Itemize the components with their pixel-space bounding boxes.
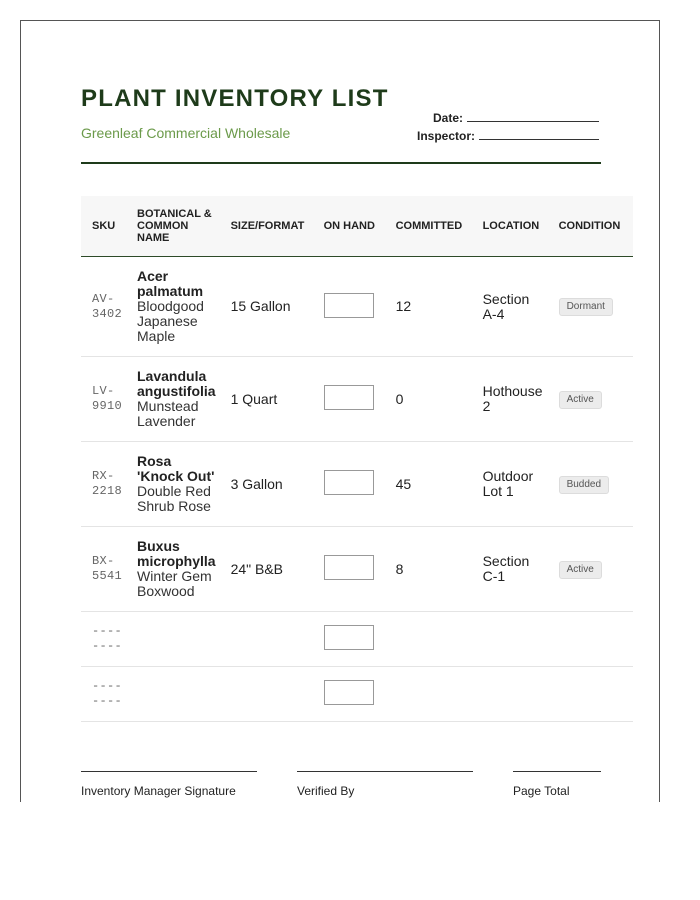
blank-row xyxy=(81,612,633,667)
blank-row xyxy=(81,667,633,722)
manager-signature-block xyxy=(81,771,257,798)
location-cell: Section A-4 xyxy=(472,257,548,357)
on-hand-input[interactable] xyxy=(324,293,374,318)
verified-by-block xyxy=(297,771,473,798)
common-name: Double Red Shrub Rose xyxy=(137,483,211,514)
sku-cell: LV-9910 xyxy=(81,357,126,442)
on-hand-input[interactable] xyxy=(324,385,374,410)
botanical-name: Buxus microphylla xyxy=(137,538,216,569)
table-header-row xyxy=(81,196,633,257)
botanical-name: Acer palmatum xyxy=(137,268,204,299)
committed-cell: 8 xyxy=(385,527,472,612)
sku-cell: ---- ---- xyxy=(81,612,126,667)
table-row xyxy=(81,257,633,357)
on-hand-cell xyxy=(313,357,385,442)
inventory-table xyxy=(81,196,633,722)
location-cell xyxy=(472,612,548,667)
committed-cell: 12 xyxy=(385,257,472,357)
sku-cell: BX-5541 xyxy=(81,527,126,612)
table-row xyxy=(81,442,633,527)
page-total-block xyxy=(513,771,601,798)
condition-cell xyxy=(548,442,633,527)
botanical-name: Rosa 'Knock Out' xyxy=(137,453,215,484)
name-cell xyxy=(126,667,220,722)
condition-cell xyxy=(548,527,633,612)
size-cell xyxy=(220,612,313,667)
manager-signature-label: Inventory Manager Signature xyxy=(81,784,236,798)
sku-cell: AV-3402 xyxy=(81,257,126,357)
table-row xyxy=(81,357,633,442)
company-name: Greenleaf Commercial Wholesale xyxy=(81,125,291,141)
condition-cell xyxy=(548,612,633,667)
inspector-field[interactable] xyxy=(479,128,599,140)
common-name: Winter Gem Boxwood xyxy=(137,568,212,599)
size-cell: 3 Gallon xyxy=(220,442,313,527)
sku-cell: ---- ---- xyxy=(81,667,126,722)
on-hand-input[interactable] xyxy=(324,680,374,705)
col-on-hand: ON HAND xyxy=(313,196,385,257)
common-name: Bloodgood Japanese Maple xyxy=(137,298,204,344)
col-condition: CONDITION xyxy=(548,196,633,257)
verified-by-line[interactable] xyxy=(297,771,473,772)
verified-by-label: Verified By xyxy=(297,784,355,798)
inspector-row xyxy=(417,127,599,145)
committed-cell: 45 xyxy=(385,442,472,527)
meta-fields xyxy=(417,109,599,145)
location-cell: Outdoor Lot 1 xyxy=(472,442,548,527)
name-cell xyxy=(126,612,220,667)
condition-cell xyxy=(548,667,633,722)
col-size: SIZE/FORMAT xyxy=(220,196,313,257)
col-location: LOCATION xyxy=(472,196,548,257)
sku-cell: RX-2218 xyxy=(81,442,126,527)
on-hand-cell xyxy=(313,612,385,667)
location-cell: Hothouse 2 xyxy=(472,357,548,442)
on-hand-input[interactable] xyxy=(324,470,374,495)
col-committed: COMMITTED xyxy=(385,196,472,257)
name-cell xyxy=(126,257,220,357)
location-cell: Section C-1 xyxy=(472,527,548,612)
condition-cell xyxy=(548,357,633,442)
col-name: BOTANICAL & COMMON NAME xyxy=(126,196,220,257)
committed-cell xyxy=(385,612,472,667)
status-badge: Active xyxy=(559,391,602,409)
name-cell xyxy=(126,442,220,527)
committed-cell: 0 xyxy=(385,357,472,442)
inspector-label: Inspector: xyxy=(416,129,475,143)
name-cell xyxy=(126,357,220,442)
page-total-line[interactable] xyxy=(513,771,601,772)
page-title: PLANT INVENTORY LIST xyxy=(81,85,389,112)
on-hand-input[interactable] xyxy=(324,625,374,650)
common-name: Munstead Lavender xyxy=(137,398,199,429)
size-cell xyxy=(220,667,313,722)
date-row xyxy=(417,109,599,127)
page-total-label: Page Total xyxy=(513,784,570,798)
size-cell: 1 Quart xyxy=(220,357,313,442)
col-sku: SKU xyxy=(81,196,126,257)
status-badge: Active xyxy=(559,561,602,579)
committed-cell xyxy=(385,667,472,722)
inventory-sheet xyxy=(20,20,660,802)
status-badge: Budded xyxy=(559,476,609,494)
table-row xyxy=(81,527,633,612)
status-badge: Dormant xyxy=(559,298,613,316)
name-cell xyxy=(126,527,220,612)
date-label: Date: xyxy=(432,111,463,125)
on-hand-cell xyxy=(313,257,385,357)
on-hand-input[interactable] xyxy=(324,555,374,580)
botanical-name: Lavandula angustifolia xyxy=(137,368,216,399)
manager-signature-line[interactable] xyxy=(81,771,257,772)
size-cell: 24" B&B xyxy=(220,527,313,612)
date-field[interactable] xyxy=(467,110,599,122)
condition-cell xyxy=(548,257,633,357)
on-hand-cell xyxy=(313,442,385,527)
location-cell xyxy=(472,667,548,722)
on-hand-cell xyxy=(313,527,385,612)
on-hand-cell xyxy=(313,667,385,722)
header-divider xyxy=(81,162,601,164)
size-cell: 15 Gallon xyxy=(220,257,313,357)
